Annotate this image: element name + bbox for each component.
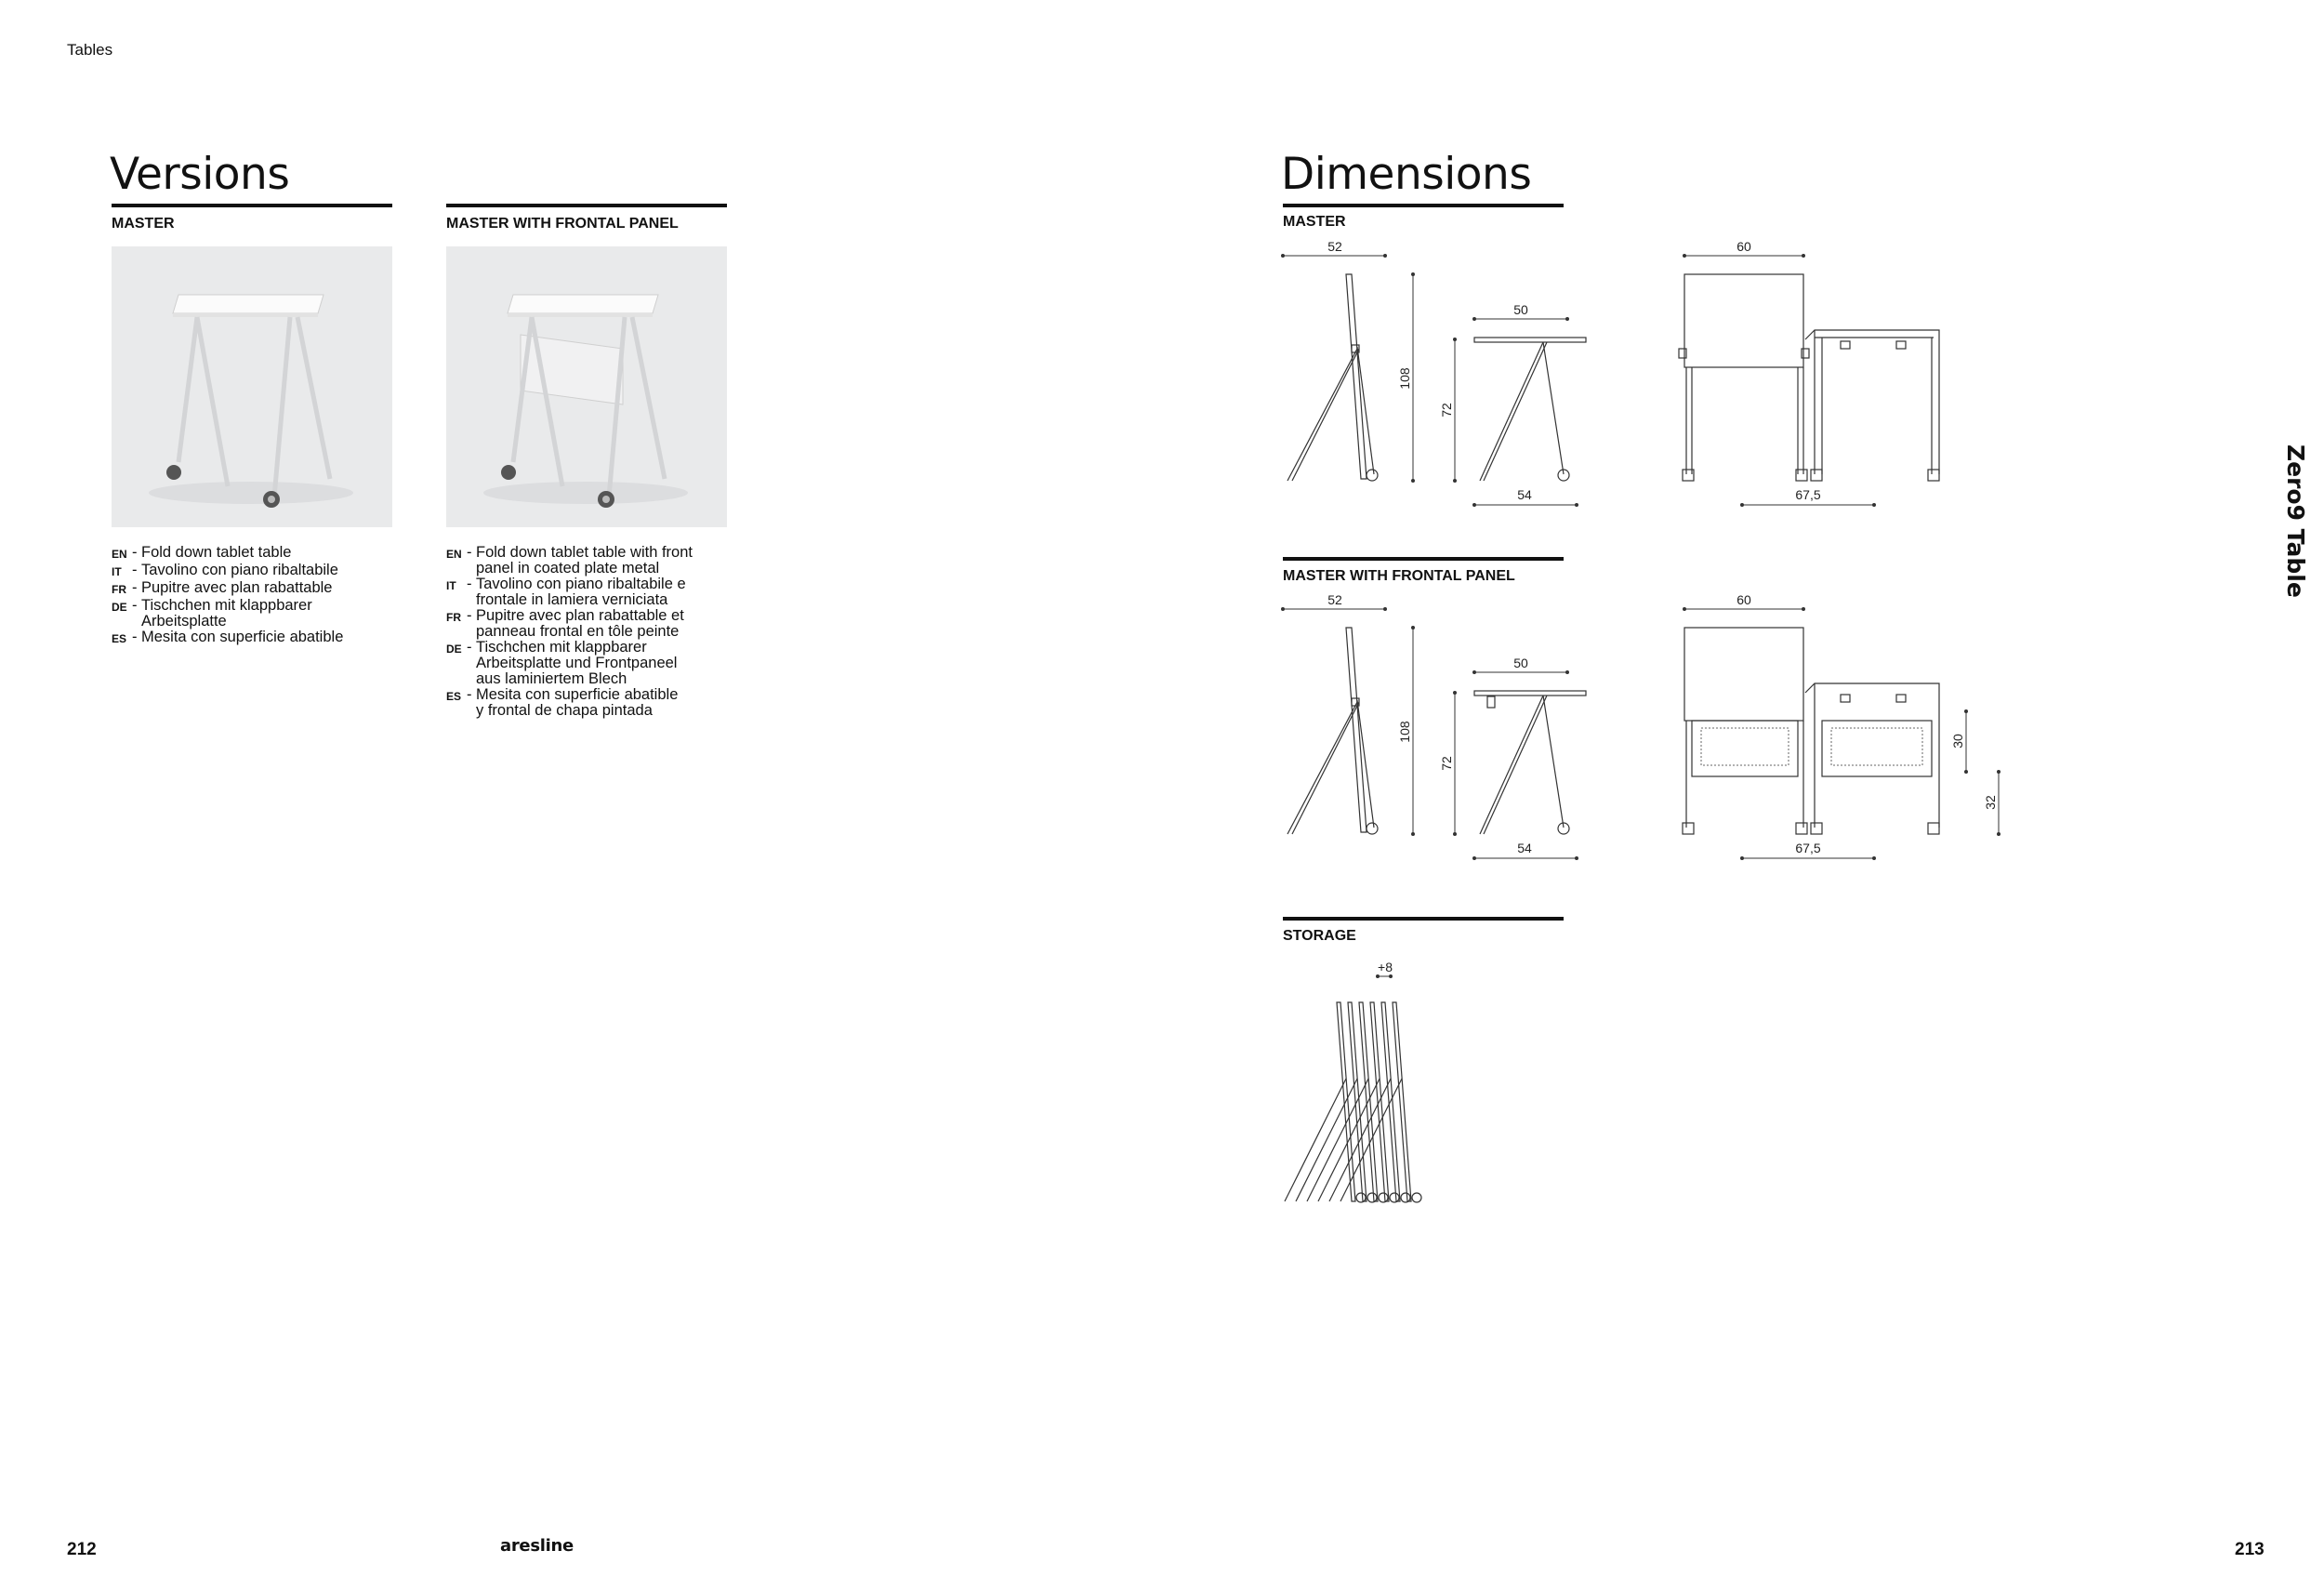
lang-separator: - (132, 562, 138, 578)
storage-section-rule (1283, 917, 1564, 921)
lang-separator: - (132, 597, 138, 614)
dim-nest-step: +8 (1378, 960, 1393, 974)
lang-code: FR (446, 611, 461, 624)
brand-logo: aresline (500, 1536, 574, 1556)
frontal-panel-dimension-drawing (1274, 590, 2036, 869)
description-row-de (112, 598, 390, 629)
page-number-right: 213 (2235, 1540, 2265, 1559)
dim-fold-width: 52 (1327, 239, 1342, 254)
description-text: Tavolino con piano ribaltabile e frontale in lamiera verniciata (476, 576, 686, 608)
lang-code: DE (446, 643, 462, 656)
dimensions-title-rule (1283, 204, 1564, 207)
lang-separator: - (132, 579, 138, 596)
dim-top-width: 50 (1513, 302, 1528, 317)
description-row-fr (112, 580, 390, 598)
description-text: Tischchen mit klappbarer Arbeitsplatte und Frontpaneel aus laminiertem Blech (476, 639, 678, 687)
versions-title-rule (112, 204, 392, 207)
description-row-it (446, 576, 716, 608)
lang-separator: - (467, 607, 472, 624)
frontal-panel-table-illustration (446, 246, 727, 527)
versions-col2-rule (446, 204, 727, 207)
dim-front-width: 60 (1736, 592, 1751, 607)
description-text: Tavolino con piano ribaltabile (141, 562, 338, 578)
description-text: Pupitre avec plan rabattable (141, 579, 333, 596)
nested-tables (1285, 1002, 1421, 1202)
product-photo-master (112, 246, 392, 527)
dimensions-title: Dimensions (1281, 149, 1532, 200)
description-row-es (112, 629, 390, 647)
open-side-view (1439, 302, 1586, 507)
lang-code: DE (112, 601, 127, 614)
master-dimension-drawing (1274, 237, 2036, 516)
description-row-de (446, 640, 716, 687)
lang-code: EN (446, 548, 462, 561)
lang-code: IT (446, 579, 456, 592)
master-table-illustration (112, 246, 392, 527)
description-list-frontal-panel (446, 545, 716, 719)
version-label-frontal-panel: MASTER WITH FRONTAL PANEL (446, 216, 679, 232)
description-row-en (446, 545, 716, 576)
dim-panel-height: 30 (1950, 734, 1965, 749)
dim-table-height: 72 (1439, 403, 1454, 417)
folded-side-view (1281, 592, 1415, 836)
dim-table-height: 72 (1439, 756, 1454, 771)
description-row-es (446, 687, 716, 719)
lang-code: FR (112, 583, 126, 596)
dimension-label-storage: STORAGE (1283, 928, 1356, 944)
description-row-en (112, 545, 390, 563)
open-side-view (1439, 656, 1586, 860)
dim-fold-height: 108 (1397, 367, 1412, 390)
page-header: Tables (67, 41, 113, 59)
description-text: Tischchen mit klappbarer Arbeitsplatte (141, 597, 312, 629)
dimension-label-master: MASTER (1283, 214, 1346, 230)
lang-separator: - (467, 576, 472, 592)
dimension-label-frontal-panel: MASTER WITH FRONTAL PANEL (1283, 568, 1515, 584)
frontal-panel-section-rule (1283, 557, 1564, 561)
versions-title: Versions (110, 149, 290, 200)
folded-side-view (1281, 239, 1415, 483)
lang-separator: - (132, 629, 138, 645)
version-label-master: MASTER (112, 216, 175, 232)
dim-stack-width: 67,5 (1795, 841, 1821, 855)
product-photo-frontal-panel (446, 246, 727, 527)
description-text: Mesita con superficie abatible (141, 629, 344, 645)
lang-code: IT (112, 565, 122, 578)
storage-dimension-drawing (1274, 958, 1459, 1218)
description-text: Pupitre avec plan rabattable et panneau frontal en tôle peinte (476, 607, 684, 640)
lang-code: ES (112, 632, 127, 645)
lang-separator: - (467, 686, 472, 703)
description-list-master (112, 545, 390, 647)
dim-top-width: 50 (1513, 656, 1528, 670)
dim-base-depth: 54 (1517, 487, 1532, 502)
dim-panel-floor: 32 (1983, 795, 1998, 810)
description-text: Mesita con superficie abatible y frontal de chapa pintada (476, 686, 679, 719)
description-row-fr (446, 608, 716, 640)
side-product-title: Zero9 Table (2282, 444, 2309, 598)
description-row-it (112, 563, 390, 580)
dim-front-width: 60 (1736, 239, 1751, 254)
lang-code: EN (112, 548, 127, 561)
lang-separator: - (467, 544, 472, 561)
dim-base-depth: 54 (1517, 841, 1532, 855)
dim-fold-width: 52 (1327, 592, 1342, 607)
lang-separator: - (467, 639, 472, 656)
dim-fold-height: 108 (1397, 721, 1412, 743)
page-number-left: 212 (67, 1540, 97, 1559)
description-text: Fold down tablet table (141, 544, 292, 561)
front-stack-view (1679, 239, 1939, 507)
front-stack-view (1683, 592, 2000, 860)
lang-code: ES (446, 690, 462, 703)
dim-stack-width: 67,5 (1795, 487, 1821, 502)
description-text: Fold down tablet table with front panel in coated plate metal (476, 544, 693, 576)
lang-separator: - (132, 544, 138, 561)
